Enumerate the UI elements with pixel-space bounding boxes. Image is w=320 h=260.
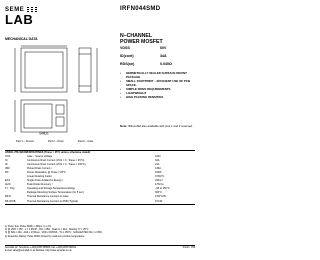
semelab-logo [5,7,47,29]
rating-description: Linear Derating Factor [27,175,52,179]
table-header: ABSOLUTE MAXIMUM RATINGS (Tcase = 25°C unless otherwise stated) [5,151,91,154]
title-line-1: N–CHANNEL [120,33,152,39]
logo-bottom-text: LAB [5,12,34,27]
rating-value: 4.5V/ns [155,183,164,187]
spec-symbol: ID(cont) [120,54,134,58]
absolute-maximum-ratings-table [5,150,195,205]
ratings-body [5,155,195,204]
note-label: Note: [120,124,128,128]
rating-value: 240mJ [155,179,163,183]
rating-symbol: ID [5,159,8,163]
gate-pad [56,117,64,126]
package-top-view [21,48,67,92]
feature-item: • LIGHTWEIGHT [120,91,198,95]
spec-value: 0.040Ω [160,62,172,66]
pin-labels [16,140,93,143]
rating-symbol: RθJ-PCB [5,199,16,203]
feature-item: • HIGH PACKING DENSITIES [120,95,198,99]
package-note [120,125,196,129]
rating-symbol: ID [5,163,8,167]
rating-symbol: TJ , Tstg [5,187,15,191]
rating-description: Continuous Drain Current (VGS = 0 , Tcase = 25°C) [27,159,85,163]
rating-description: Package Mounting Surface Temperature (for 5 sec) [27,191,84,195]
footer-contact: Semelab plc. Telephone +44(0)1455 556565. Fax +44(0)1455 552612. [5,247,77,249]
footnote: 2) @ VDD = 25V , L = 0.35mH , RG = 25Ω , Peak IL = 34A , Starting TJ = 25°C [5,228,89,232]
footnote: 1) Pulse Test: Pulse Width ≤ 300μs, δ ≤ 2% [5,225,51,228]
rating-symbol: dv/dt [5,183,11,187]
pin-label: Pad 1 – Source [16,140,34,143]
rating-description: Peak Diode Recovery ³ [27,183,53,187]
rating-value: 21A [155,163,160,167]
package-label: SMD1 [39,131,49,136]
rating-value: 0.6W/°C [155,175,165,179]
rating-description: Continuous Drain Current (VGS = 0 , Tcase = 100°C) [27,163,86,167]
feature-item: • HERMETICALLY SEALED SURFACE MOUNT PACKAGE [120,71,198,79]
footer-date: Prelim. 7/99 [182,247,195,249]
part-number: IRFN044SMD [120,6,161,12]
drain-pad [24,104,52,128]
rating-value: 150W [155,171,162,175]
logo-top-text: SEME [5,7,25,13]
rating-symbol: RθJC [5,195,12,199]
rating-description: Power Dissipation @ Tcase = 25°C [27,171,66,175]
pin-label: Pad 2 – Drain [47,140,64,143]
rating-description: Single Pulse Avalanche Energy ² [27,179,64,183]
rating-value: –55 to 150°C [155,187,170,191]
rating-symbol: PD [5,171,9,175]
feature-item: • SIMPLE DRIVE REQUIREMENTS [120,87,198,91]
note-text: IRFxxxSM also available with pins 1 and 3 reversed. [127,124,193,128]
rating-description: Gate – Source Voltage [27,155,53,158]
page-footer [5,245,195,253]
rating-description: Pulsed Drain Current ¹ [27,167,52,171]
features-list [120,71,198,99]
spec-symbol: VDSS [120,46,130,50]
rating-symbol: IDM [5,167,10,171]
spec-symbol: RDS(on) [120,62,135,66]
pin-label: Pad 3 – Gate [77,140,94,143]
rating-value: 136A [155,167,161,171]
rating-symbol: EAS [5,179,11,183]
spec-value: 60V [160,46,167,50]
title-line-2: POWER MOSFET [120,39,163,45]
mechanical-data-heading: MECHANICAL DATA [5,37,38,41]
rating-value: 34A [155,159,160,163]
package-inner-outline [25,52,63,88]
footnote: 4) Repetitive Rating: Pulse Width limited by maximum junction temperature. [5,234,85,238]
feature-item: • SMALL FOOTPRINT – EFFICIENT USE OF PCB SPACE. [120,79,198,87]
rating-description: Operating and Storage Temperature Range [27,187,76,191]
rating-symbol: VGS [5,155,11,158]
footer-web: E-mail: sales@semelab.co.uk Website: http://www.semelab.co.uk [5,250,72,252]
rating-value: ±20V [155,155,161,158]
rating-description: Thermal Resistance Junction to Case [27,195,69,199]
rating-value: 0.83°C/W [155,195,166,199]
footnote: 3) @ ISD ≤ 34A , di/dt ≤ 170A/μs , VDD ≤ BVDSS , TJ ≤ 150°C , SUGGESTED RG = 2.35Ω [5,231,102,235]
device-title [120,33,163,45]
source-pad [56,105,64,114]
table-row [5,200,195,204]
rating-value: 4°C/W [155,199,163,203]
rating-value: 300°C [155,191,162,195]
package-side-view [79,48,91,92]
rating-description: Thermal Resistance Junction to PCB (Typical) [27,199,78,203]
package-drawing [7,44,117,136]
footnotes [5,225,195,238]
spec-value: 34A [160,54,167,58]
